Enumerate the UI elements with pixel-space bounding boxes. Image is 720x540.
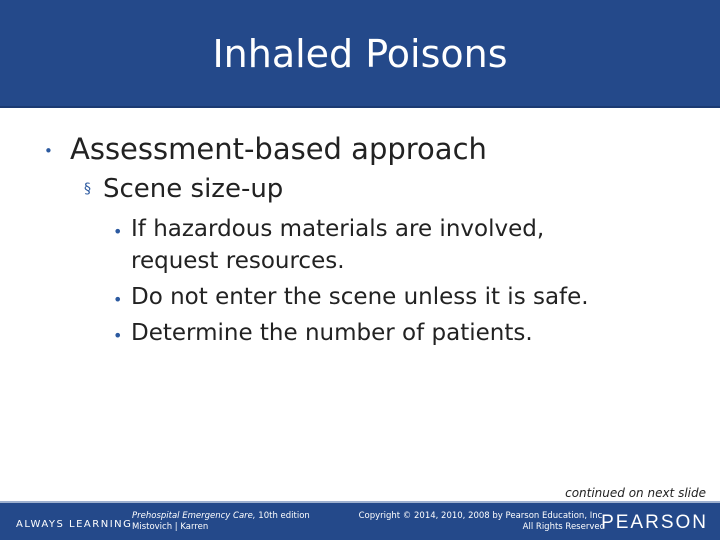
bullet-level3: • [113,222,123,241]
book-edition: 10th edition [258,511,310,521]
bullet-level2: § [84,181,91,197]
bullet-scene-size-up: Scene size-up [103,174,284,204]
rights-line: All Rights Reserved [522,522,605,532]
bullet-hazmat-cont: request resources. [131,248,345,274]
bullet-level1: • [44,142,53,160]
slide-title: Inhaled Poisons [212,32,508,76]
continued-note: continued on next slide [565,486,706,500]
book-authors: Mistovich | Karren [132,522,209,532]
book-title: Prehospital Emergency Care, [132,511,256,521]
bullet-hazmat: If hazardous materials are involved, [131,216,545,242]
book-info [132,511,310,533]
bullet-safe: Do not enter the scene unless it is safe. [131,284,589,310]
always-learning-label: ALWAYS LEARNING [16,519,133,530]
bullet-patients: Determine the number of patients. [131,320,533,346]
footer-bar [0,503,720,540]
copyright-line: Copyright © 2014, 2010, 2008 by Pearson Education, Inc. [358,511,605,521]
bullet-assessment: Assessment-based approach [70,132,487,166]
pearson-logo: PEARSON [601,512,708,533]
bullet-level3: • [113,290,123,309]
title-bar [0,0,720,108]
bullet-level3: • [113,326,123,345]
copyright [359,511,605,533]
